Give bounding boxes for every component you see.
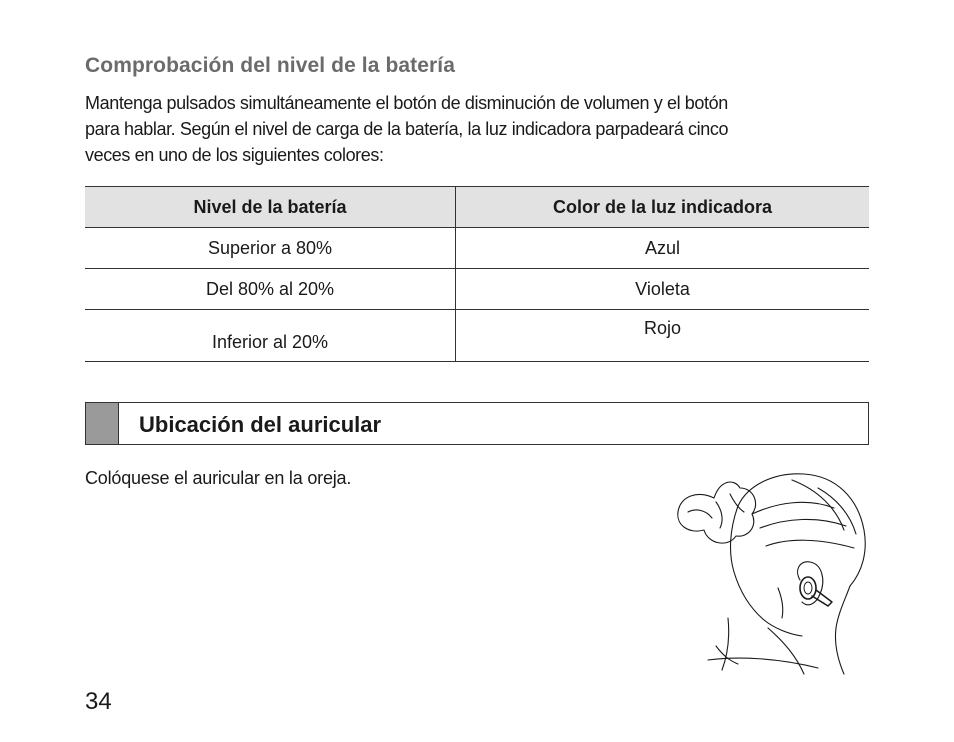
table-row <box>85 269 869 310</box>
intro-line: Mantenga pulsados simultáneamente el botón de disminución de volumen y el botón <box>85 93 728 113</box>
section-title: Comprobación del nivel de la batería <box>85 54 456 77</box>
table-row <box>85 310 869 362</box>
page-number: 34 <box>85 688 112 715</box>
person-wearing-earpiece-icon <box>668 468 874 680</box>
table-header-row <box>85 187 869 228</box>
table-row <box>85 228 869 269</box>
subsection-marker <box>86 403 119 444</box>
intro-line: veces en uno de los siguientes colores: <box>85 145 384 165</box>
intro-paragraph <box>85 90 875 168</box>
placement-instruction: Colóquese el auricular en la oreja. <box>85 468 352 488</box>
battery-level-cell: Inferior al 20% <box>85 310 456 362</box>
intro-line: para hablar. Según el nivel de carga de la batería, la luz indicadora parpadeará cinco <box>85 119 729 139</box>
battery-level-cell: Del 80% al 20% <box>85 269 456 310</box>
battery-level-cell: Superior a 80% <box>85 228 456 269</box>
subsection-header <box>85 402 869 445</box>
indicator-color-cell: Violeta <box>456 269 870 310</box>
column-header-indicator-color: Color de la luz indicadora <box>456 187 870 228</box>
subsection-title: Ubicación del auricular <box>139 412 382 437</box>
indicator-color-cell: Rojo <box>456 310 870 362</box>
column-header-battery-level: Nivel de la batería <box>85 187 456 228</box>
indicator-color-cell: Azul <box>456 228 870 269</box>
battery-level-table <box>85 186 869 362</box>
